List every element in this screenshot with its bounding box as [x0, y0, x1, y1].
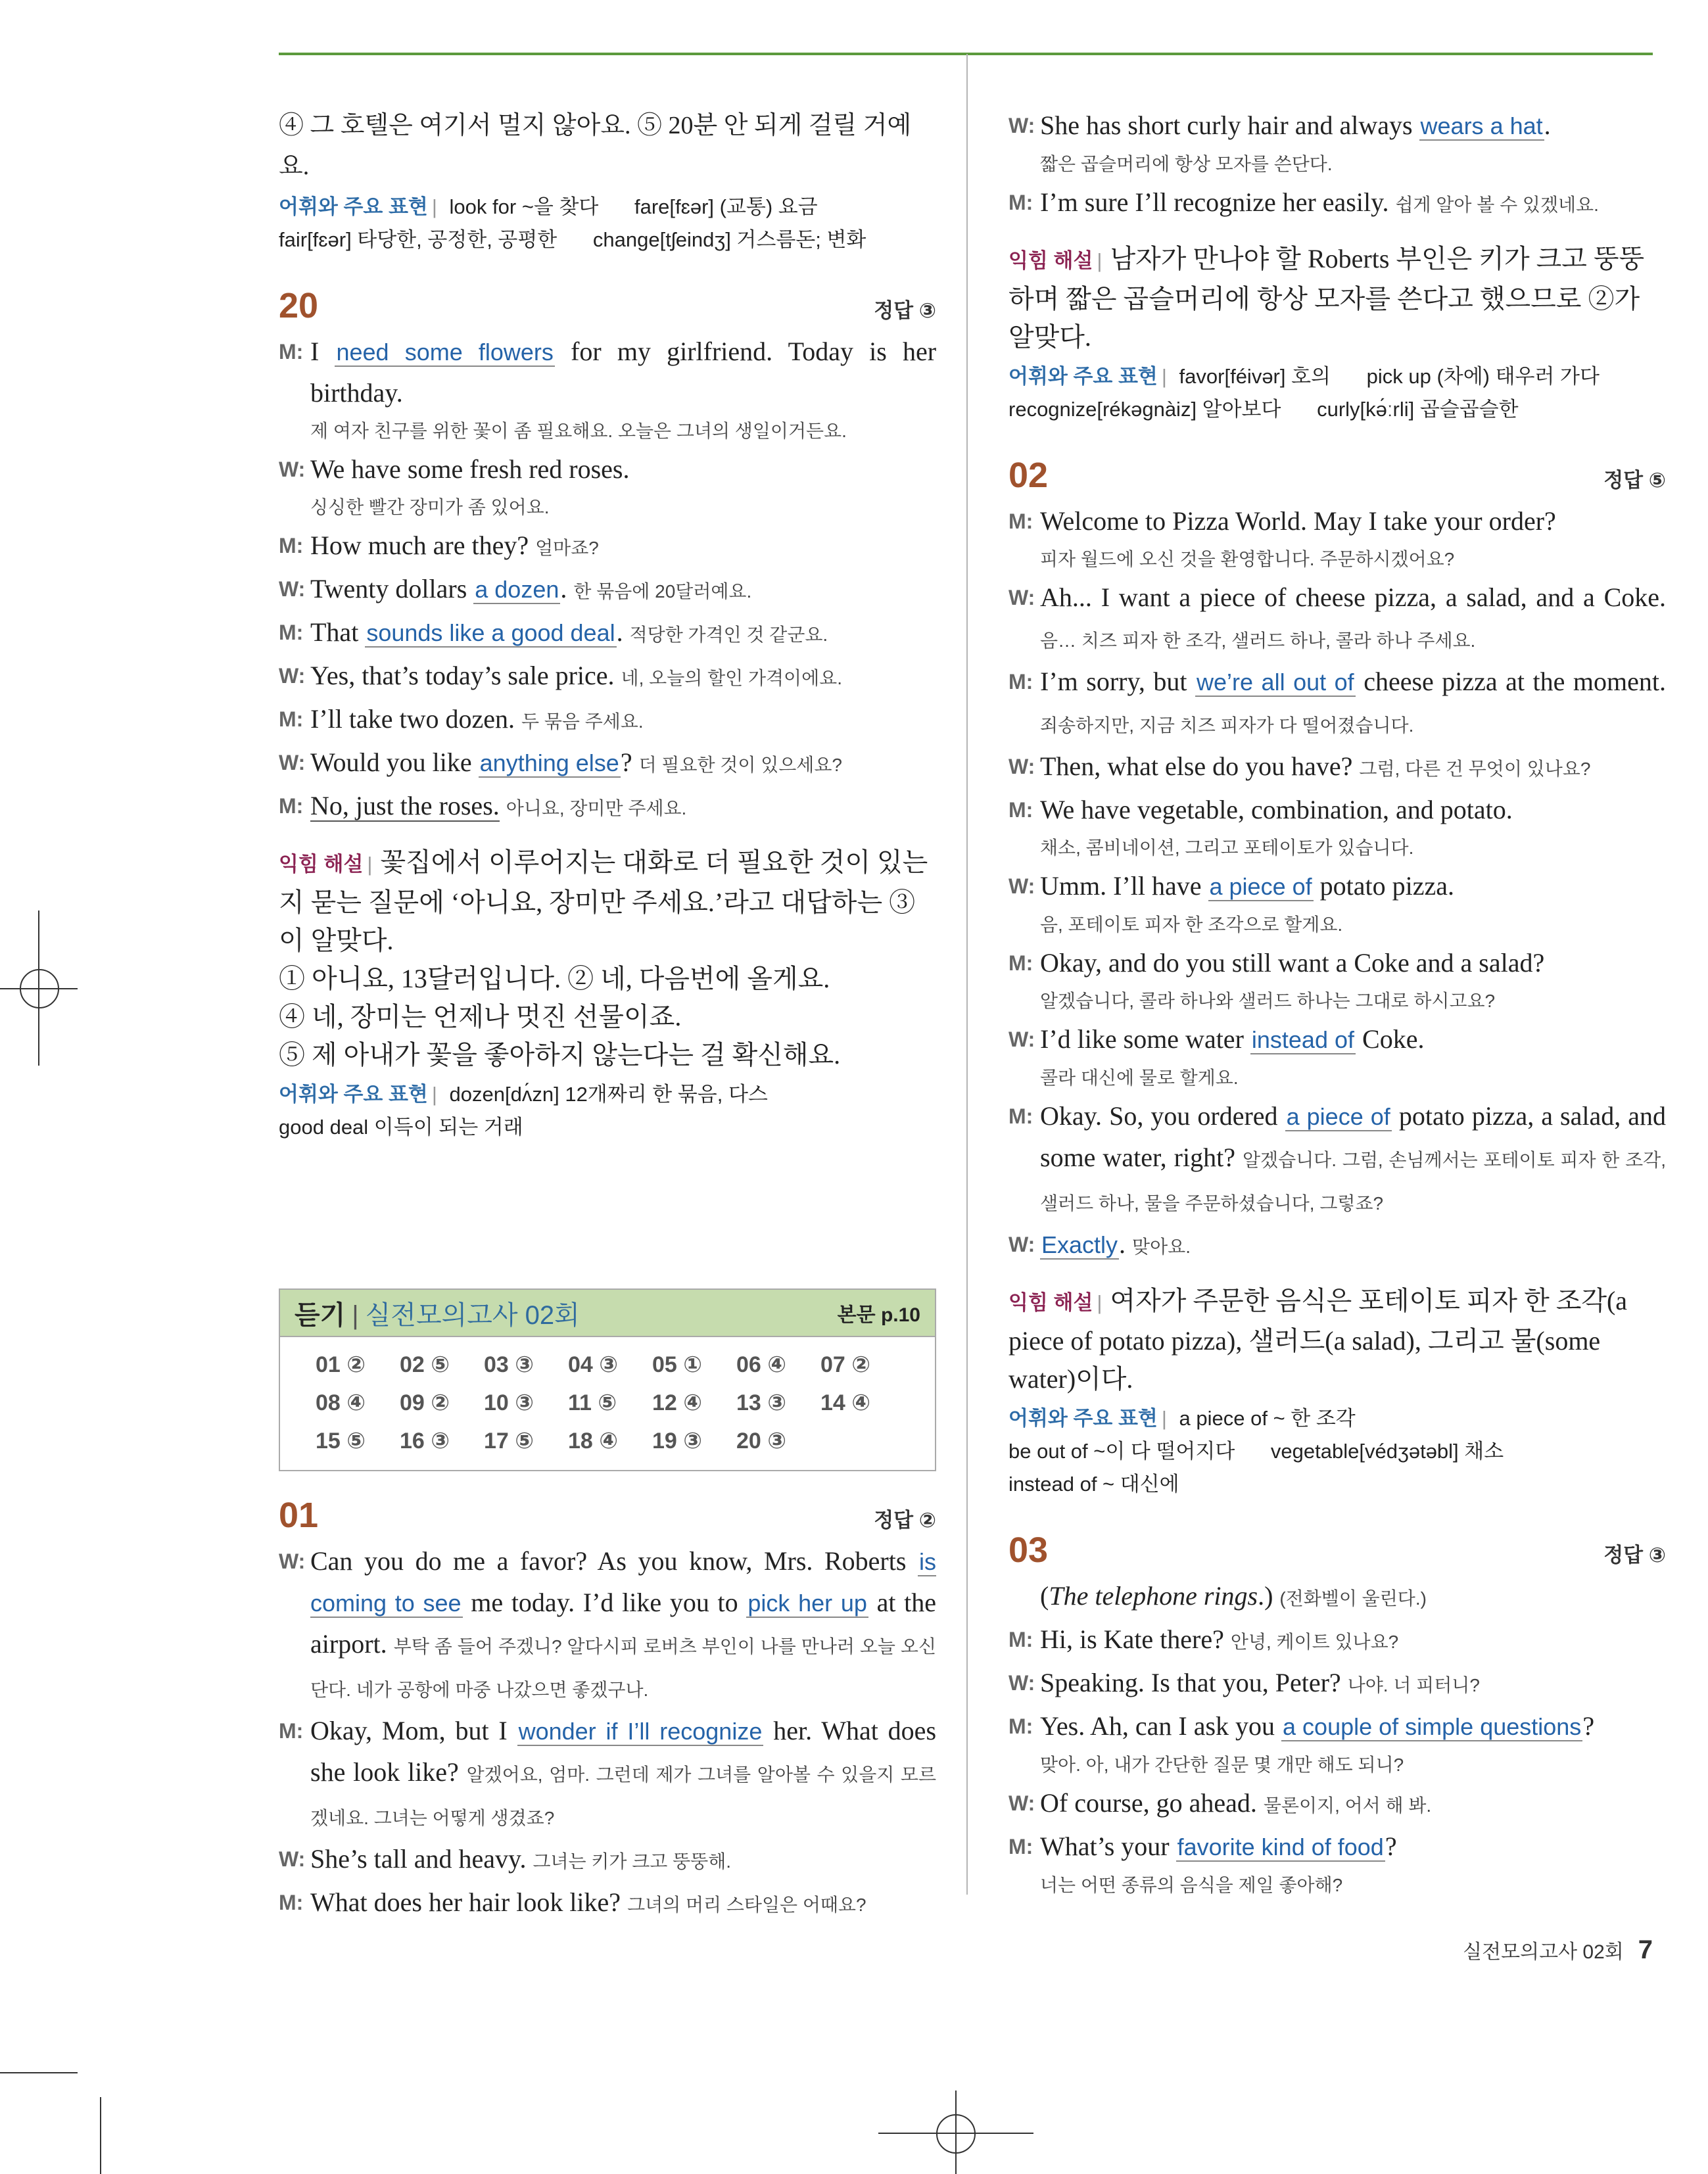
dialogue-line: W: She has short curly hair and always wears a hat.	[1008, 110, 1551, 140]
answer-label: 정답 ③	[1603, 1544, 1666, 1567]
q02-vocab: 어휘와 주요 표현 | a piece of ~ 한 조각 be out of ~이 다 떨어지다 vegetable[védʒətəbl] 채소 instead of ~ 대신에	[1008, 1407, 1504, 1496]
dialogue-line: W: Then, what else do you have? 그럼, 다른 건 무엇이 있나요?	[1008, 751, 1591, 781]
column-divider	[966, 54, 968, 1895]
translation: 제 여자 친구를 위한 꽃이 좀 필요해요. 오늘은 그녀의 생일이거든요.	[310, 421, 847, 441]
dialogue-line: M: What does her hair look like? 그녀의 머리 스타일은 어때요?	[279, 1887, 866, 1917]
key-phrase: a piece of	[1286, 1103, 1390, 1130]
box-title-listening: 듣기	[295, 1300, 346, 1330]
box-page-ref: 본문 p.10	[837, 1304, 920, 1326]
translation: 맞아. 아, 내가 간단한 질문 몇 개만 해도 되니?	[1040, 1755, 1404, 1775]
answer-cell: 15 ⑤	[316, 1429, 366, 1453]
dialogue-line: M: Yes. Ah, can I ask you a couple of simple questions?	[1008, 1711, 1595, 1741]
translation: 알겠습니다, 콜라 하나와 샐러드 하나는 그대로 하시고요?	[1040, 991, 1496, 1011]
box-title-test: 실전모의고사 02회	[365, 1300, 580, 1330]
translation: 피자 월드에 오신 것을 환영합니다. 주문하시겠어요?	[1040, 549, 1455, 569]
dialogue-line: M: I’ll take two dozen. 두 묶음 주세요.	[279, 704, 644, 734]
answer-cell: 13 ③	[736, 1390, 787, 1415]
dialogue-line: W: Exactly. 맞아요.	[1008, 1229, 1191, 1259]
answer-cell: 08 ④	[316, 1390, 366, 1415]
q20-explanation: 익힘 해설 | 꽃집에서 이루어지는 대화로 더 필요한 것이 있는지 묻는 질문에 ‘아니요, 장미만 주세요.’라고 대답하는 ③이 알맞다. ① 아니요, 13달러입니다. ② 네, 다음번에 올게요. ④ 네, 장미는 언제나 멋진 선물이죠. ⑤ 제 아내가 꽃을 좋아하지 않는다는 걸 확신해요.	[279, 847, 928, 1070]
dialogue-line: W: Would you like anything else? 더 필요한 것이 있으세요?	[279, 747, 842, 777]
question-number: 03	[1008, 1530, 1049, 1570]
answer-cell: 17 ⑤	[484, 1429, 534, 1453]
translation: 콜라 대신에 물로 할게요.	[1040, 1068, 1239, 1088]
answer-cell: 14 ④	[820, 1390, 871, 1415]
question-number: 02	[1008, 456, 1049, 495]
q20-header	[279, 285, 936, 326]
key-phrase: a piece of	[1209, 873, 1312, 900]
key-phrase: pick her up	[747, 1590, 867, 1617]
translation: 짧은 곱슬머리에 항상 모자를 쓴단다.	[1040, 154, 1333, 174]
answer-cell: 07 ②	[820, 1352, 871, 1377]
key-phrase: instead of	[1251, 1026, 1355, 1053]
registration-circle	[936, 2114, 976, 2154]
question-number: 01	[279, 1496, 319, 1535]
q20-dialogue	[279, 331, 936, 829]
key-phrase: is coming to see	[310, 1548, 937, 1617]
key-phrase: need some flowers	[336, 339, 554, 366]
dialogue-line: W: Ah... I want a piece of cheese pizza, a salad, and a Coke. 음… 치즈 피자 한 조각, 샐러드 하나, 콜라 하나 주세요.	[1008, 582, 1666, 651]
q01-dialogue	[279, 1541, 936, 1926]
dialogue-line: M: How much are they? 얼마죠?	[279, 531, 599, 560]
dialogue-line: M: Okay, Mom, but I wonder if I’ll recognize her. What does she look like? 알겠어요, 엄마. 그런데 제가 그녀를 알아볼 수 있을지 모르겠네요. 그녀는 어떻게 생겼죠?	[279, 1716, 937, 1828]
q02-header	[1008, 455, 1666, 496]
answer-cell: 09 ②	[400, 1390, 450, 1415]
q19-vocab: 어휘와 주요 표현 | look for ~을 찾다 fare[fɛər] (교통) 요금 fair[fɛər] 타당한, 공정한, 공평한 change[tʃeindʒ] 거스름돈; 변화	[279, 195, 866, 251]
key-phrase: a couple of simple questions	[1283, 1713, 1582, 1740]
q03-header	[1008, 1530, 1666, 1571]
answer-cell: 05 ①	[652, 1352, 703, 1377]
q01-vocab: 어휘와 주요 표현 | favor[féivər] 호의 pick up (차에) 태우러 가다 recognize[rékəgnàiz] 알아보다 curly[kə́ːrli] 곱슬곱슬한	[1008, 365, 1600, 421]
dialogue-line: M: That sounds like a good deal. 적당한 가격인 것 같군요.	[279, 617, 828, 647]
right-column	[1008, 105, 1666, 1903]
footer-label: 실전모의고사 02회	[1463, 1941, 1624, 1963]
answer-cell: 02 ⑤	[400, 1352, 450, 1377]
answer-label: 정답 ③	[874, 299, 936, 322]
answer-cell: 19 ③	[652, 1429, 703, 1453]
top-rule	[279, 53, 1653, 55]
translation: 너는 어떤 종류의 음식을 제일 좋아해?	[1040, 1875, 1343, 1895]
translation: 음, 포테이토 피자 한 조각으로 할게요.	[1040, 914, 1343, 935]
translation: 싱싱한 빨간 장미가 좀 있어요.	[310, 497, 550, 517]
q19-option-line: ④ 그 호텔은 여기서 멀지 않아요. ⑤ 20분 안 되게 걸릴 거예요.	[279, 112, 912, 180]
dialogue-line: W: Twenty dollars a dozen. 한 묶음에 20달러예요.	[279, 574, 752, 603]
stage-direction: (The telephone rings.) (전화벨이 울린다.)	[1040, 1581, 1427, 1611]
page-number: 7	[1638, 1935, 1653, 1964]
dialogue-line: W: Can you do me a favor? As you know, Mrs. Roberts is coming to see me today. I’d like you to pick her up at the airport. 부탁 좀 들어 주겠니? 알다시피 로버츠 부인이 나를 만나러 오늘 오신단다. 네가 공항에 마중 나갔으면 좋겠구나.	[279, 1546, 937, 1700]
answer-cell: 18 ④	[568, 1429, 619, 1453]
key-phrase: wears a hat	[1420, 112, 1543, 139]
dialogue-line: W: Umm. I’ll have a piece of potato pizza.	[1008, 871, 1454, 901]
answer-cell: 12 ④	[652, 1390, 703, 1415]
dialogue-line: W: Of course, go ahead. 물론이지, 어서 해 봐.	[1008, 1788, 1432, 1818]
dialogue-line: W: She’s tall and heavy. 그녀는 키가 크고 뚱뚱해.	[279, 1844, 732, 1874]
answer-cell: 06 ④	[736, 1352, 787, 1377]
dialogue-line: M: I’m sure I’ll recognize her easily. 쉽게 알아 볼 수 있겠네요.	[1008, 187, 1599, 217]
q03-dialogue	[1008, 1576, 1666, 1903]
dialogue-line: M: I need some flowers for my girlfriend. Today is her birthday.	[279, 337, 937, 408]
answer-cell: 20 ③	[736, 1429, 787, 1453]
q01-explanation: 익힘 해설 | 남자가 만나야 할 Roberts 부인은 키가 크고 뚱뚱하며 짧은 곱슬머리에 항상 모자를 쓴다고 했으므로 ②가 알맞다.	[1008, 244, 1645, 352]
q01-header	[279, 1495, 936, 1536]
answer-cell: 10 ③	[484, 1390, 534, 1415]
key-phrase: Exactly	[1041, 1231, 1118, 1258]
q20-vocab: 어휘와 주요 표현 | dozen[dʌ́zn] 12개짜리 한 묶음, 다스 good deal 이득이 되는 거래	[279, 1083, 768, 1139]
registration-circle	[20, 969, 59, 1008]
answer-label: 정답 ②	[874, 1509, 936, 1532]
crop-mark	[100, 2097, 101, 2174]
answer-cell: 03 ③	[484, 1352, 534, 1377]
crop-mark	[0, 2072, 78, 2073]
dialogue-line: M: I’m sorry, but we’re all out of cheese pizza at the moment. 죄송하지만, 지금 치즈 피자가 다 떨어졌습니다.	[1008, 667, 1667, 736]
dialogue-line: M: Okay, and do you still want a Coke and a salad?	[1008, 948, 1545, 978]
answer-grid	[279, 1336, 936, 1471]
q01-dialogue-continued	[1008, 105, 1666, 225]
key-phrase: favorite kind of food	[1177, 1833, 1384, 1860]
dialogue-line: W: We have some fresh red roses.	[279, 454, 630, 484]
answer-sentence: No, just the roses.	[310, 791, 500, 820]
translation: 채소, 콤비네이션, 그리고 포테이토가 있습니다.	[1040, 838, 1414, 858]
answer-cell: 01 ②	[316, 1352, 366, 1377]
key-phrase: wonder if I’ll recognize	[518, 1718, 763, 1745]
dialogue-line: W: I’d like some water instead of Coke.	[1008, 1024, 1425, 1054]
key-phrase: a dozen	[475, 576, 559, 603]
dialogue-line: M: Okay. So, you ordered a piece of potato pizza, a salad, and some water, right? 알겠습니다. 그럼, 손님께서는 포테이토 피자 한 조각, 샐러드 하나, 물을 주문하셨습니다, 그렇죠?	[1008, 1101, 1667, 1214]
key-phrase: anything else	[479, 749, 619, 776]
dialogue-line: M: Hi, is Kate there? 안녕, 케이트 있나요?	[1008, 1624, 1399, 1654]
dialogue-line: M: No, just the roses. 아니요, 장미만 주세요.	[279, 791, 687, 820]
answer-cell: 04 ③	[568, 1352, 619, 1377]
dialogue-line: M: What’s your favorite kind of food?	[1008, 1831, 1397, 1861]
dialogue-line: W: Speaking. Is that you, Peter? 나야. 너 피터니?	[1008, 1668, 1480, 1697]
left-column	[279, 105, 936, 1926]
dialogue-line: W: Yes, that’s today’s sale price. 네, 오늘의 할인 가격이에요.	[279, 661, 842, 690]
answer-cell: 11 ⑤	[568, 1390, 617, 1415]
question-number: 20	[279, 286, 319, 325]
answer-key-box: 듣기 | 실전모의고사 02회 본문 p.10 01 ② 02 ⑤ 03 ③ 04 ③ 05 ① 06 ④ 07 ② 08 ④ 09 ② 10 ③ 11 ⑤ 12 ④ 13 ③ 14 ④ 15 ⑤ 16 ③ 17 ⑤ 18 ④ 19 ③ 20 ③	[279, 1288, 936, 1471]
answer-cell: 16 ③	[400, 1429, 450, 1453]
q02-dialogue	[1008, 501, 1666, 1267]
key-phrase: we’re all out of	[1197, 669, 1354, 696]
page-footer	[1463, 1935, 1653, 1965]
dialogue-line: M: Welcome to Pizza World. May I take your order?	[1008, 506, 1556, 536]
dialogue-line: M: We have vegetable, combination, and potato.	[1008, 795, 1513, 824]
q02-explanation: 익힘 해설 | 여자가 주문한 음식은 포테이토 피자 한 조각(a piece of potato pizza), 샐러드(a salad), 그리고 물(some water)이다.	[1008, 1286, 1628, 1394]
answer-label: 정답 ⑤	[1603, 469, 1666, 492]
key-phrase: sounds like a good deal	[366, 619, 615, 646]
